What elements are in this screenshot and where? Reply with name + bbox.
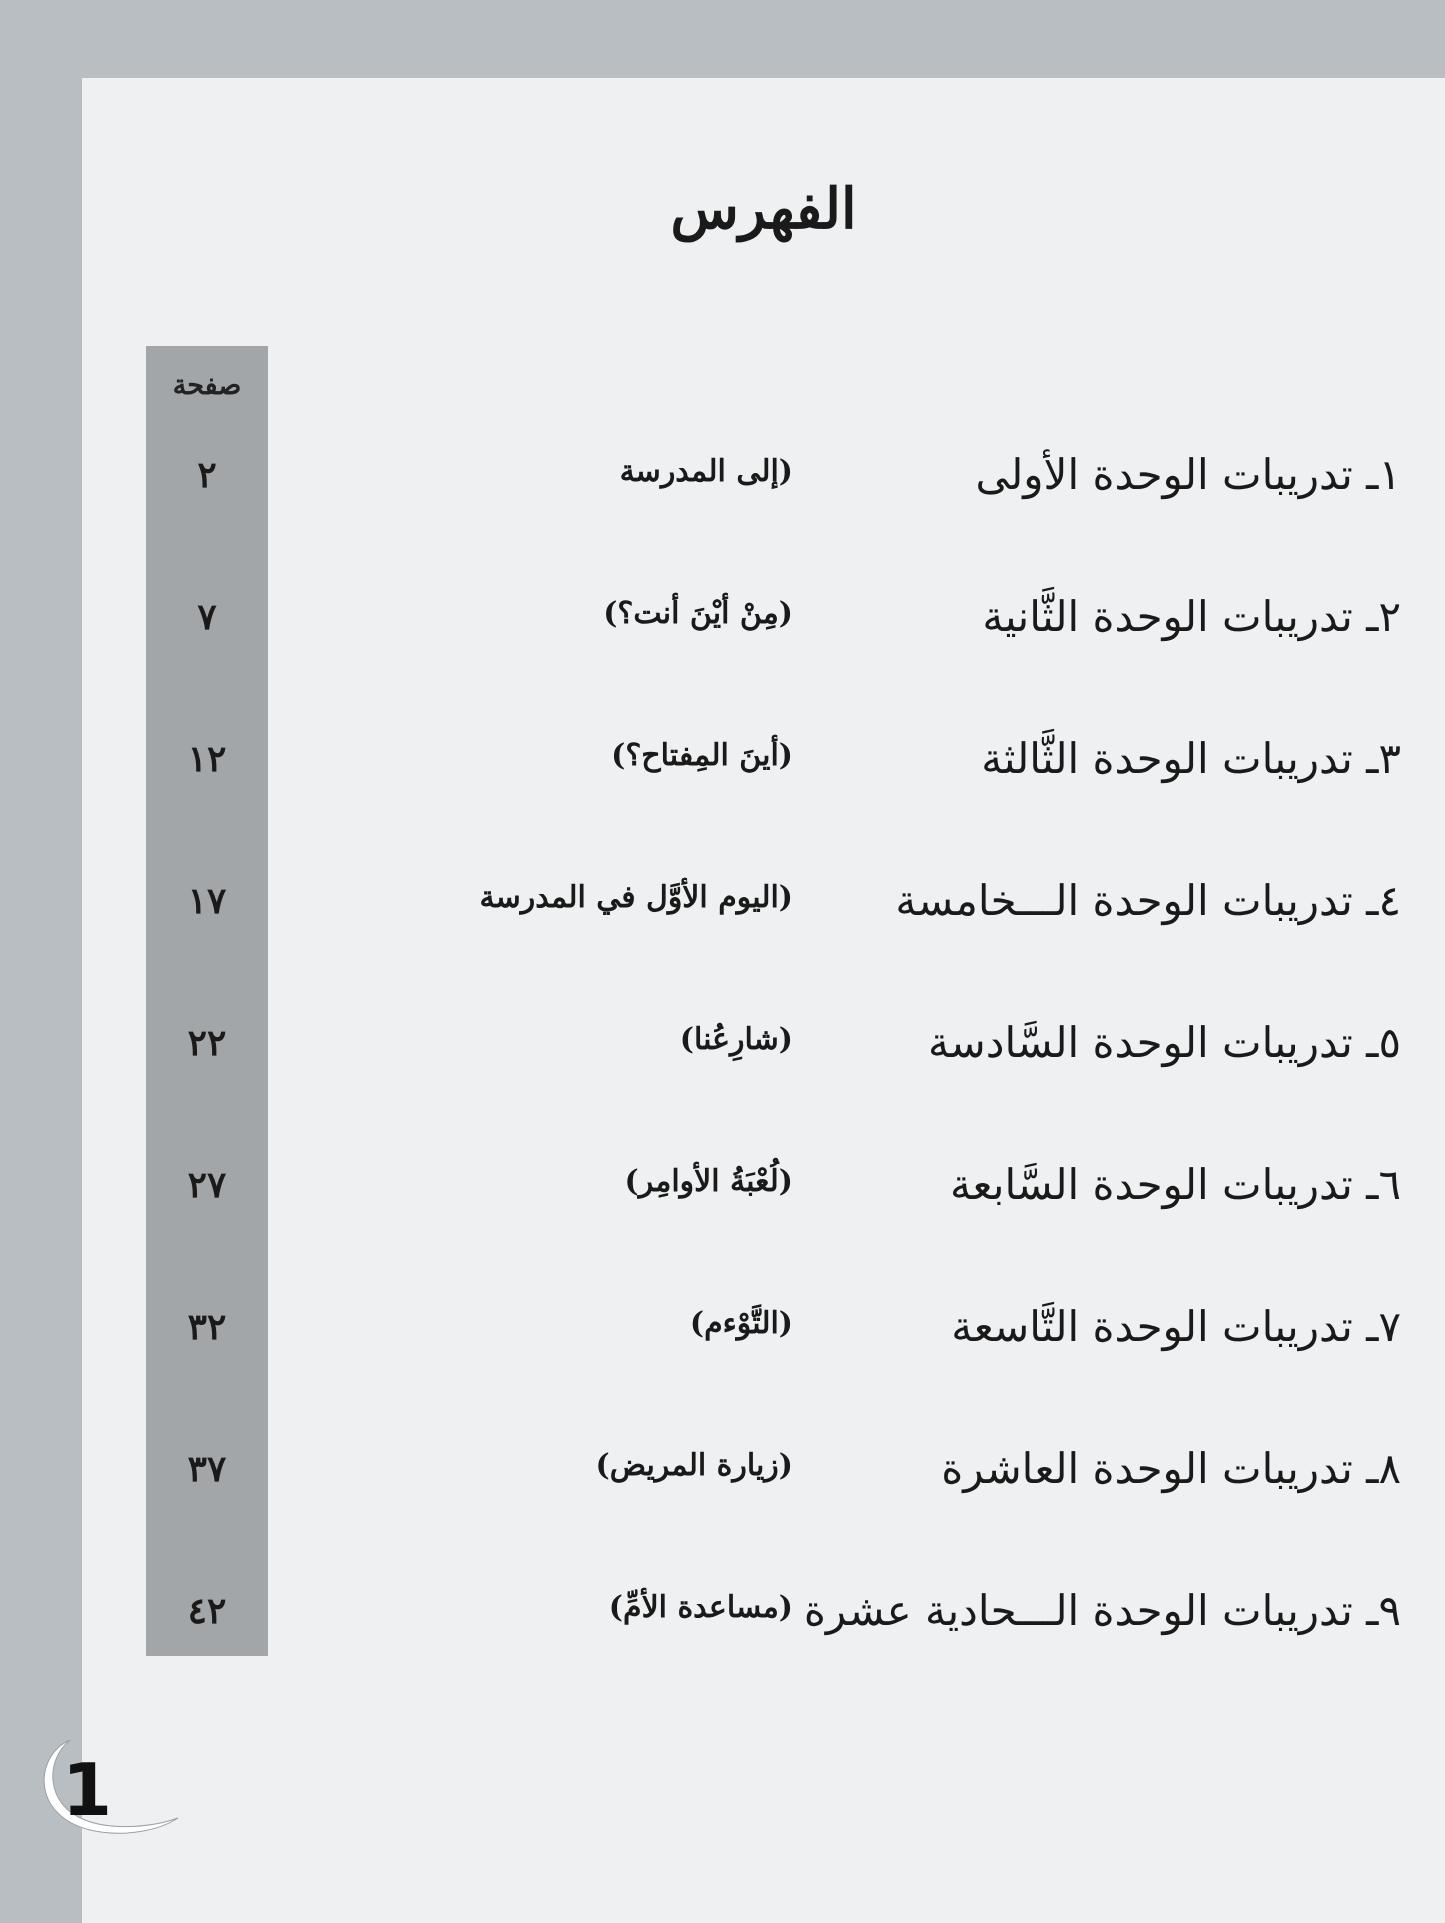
toc-page-number: ١٢	[187, 738, 227, 780]
toc-page-number: ٢٧	[187, 1164, 227, 1206]
toc-unit-title: ٧ـ تدريبات الوحدة التَّاسعة	[951, 1302, 1401, 1351]
toc-unit-title: ٩ـ تدريبات الوحدة الـــحادية عشرة	[803, 1586, 1401, 1635]
toc-topic: (اليوم الأوَّل في المدرسة	[479, 880, 793, 915]
toc-unit-title: ٦ـ تدريبات الوحدة السَّابعة	[949, 1160, 1401, 1209]
toc-row	[82, 876, 1445, 956]
toc-row	[82, 1444, 1445, 1524]
toc-topic: (شارِعُنا)	[679, 1022, 793, 1057]
toc-unit-title: ٢ـ تدريبات الوحدة الثَّانية	[982, 592, 1401, 641]
toc-page-number: ٤٢	[187, 1590, 227, 1632]
toc-topic: (لُعْبَةُ الأوامِر)	[624, 1164, 793, 1199]
toc-unit-title: ٣ـ تدريبات الوحدة الثَّالثة	[981, 734, 1401, 783]
toc-page-number: ٢٢	[187, 1022, 227, 1064]
toc-page-number: ٧	[197, 596, 217, 638]
toc-topic: (التَّوْءم)	[689, 1306, 793, 1341]
toc-page-number: ٣٢	[187, 1306, 227, 1348]
toc-topic: (مساعدة الأمِّ)	[608, 1590, 793, 1625]
toc-page-number: ٣٧	[187, 1448, 227, 1490]
toc-row	[82, 1586, 1445, 1666]
page-number: 1	[62, 1748, 113, 1832]
toc-row	[82, 734, 1445, 814]
toc-unit-title: ٨ـ تدريبات الوحدة العاشرة	[941, 1444, 1401, 1493]
page-title: الفهرس	[670, 176, 857, 242]
document-page	[82, 78, 1445, 1923]
toc-unit-title: ١ـ تدريبات الوحدة الأولى	[975, 450, 1401, 499]
toc-row	[82, 1160, 1445, 1240]
toc-page-number: ١٧	[187, 880, 227, 922]
toc-unit-title: ٥ـ تدريبات الوحدة السَّادسة	[928, 1018, 1401, 1067]
toc-topic: (أينَ المِفتاح؟)	[611, 738, 793, 773]
toc-row	[82, 450, 1445, 530]
toc-row	[82, 592, 1445, 672]
toc-topic: (زيارة المريض)	[595, 1448, 793, 1483]
toc-topic: (مِنْ أيْنَ أنت؟)	[603, 596, 793, 631]
toc-topic: (إلى المدرسة	[619, 454, 793, 489]
toc-page-number: ٢	[197, 454, 217, 496]
toc-row	[82, 1018, 1445, 1098]
toc-row	[82, 1302, 1445, 1382]
page-column-header: صفحة	[172, 370, 242, 401]
toc-unit-title: ٤ـ تدريبات الوحدة الـــخامسة	[895, 876, 1401, 925]
